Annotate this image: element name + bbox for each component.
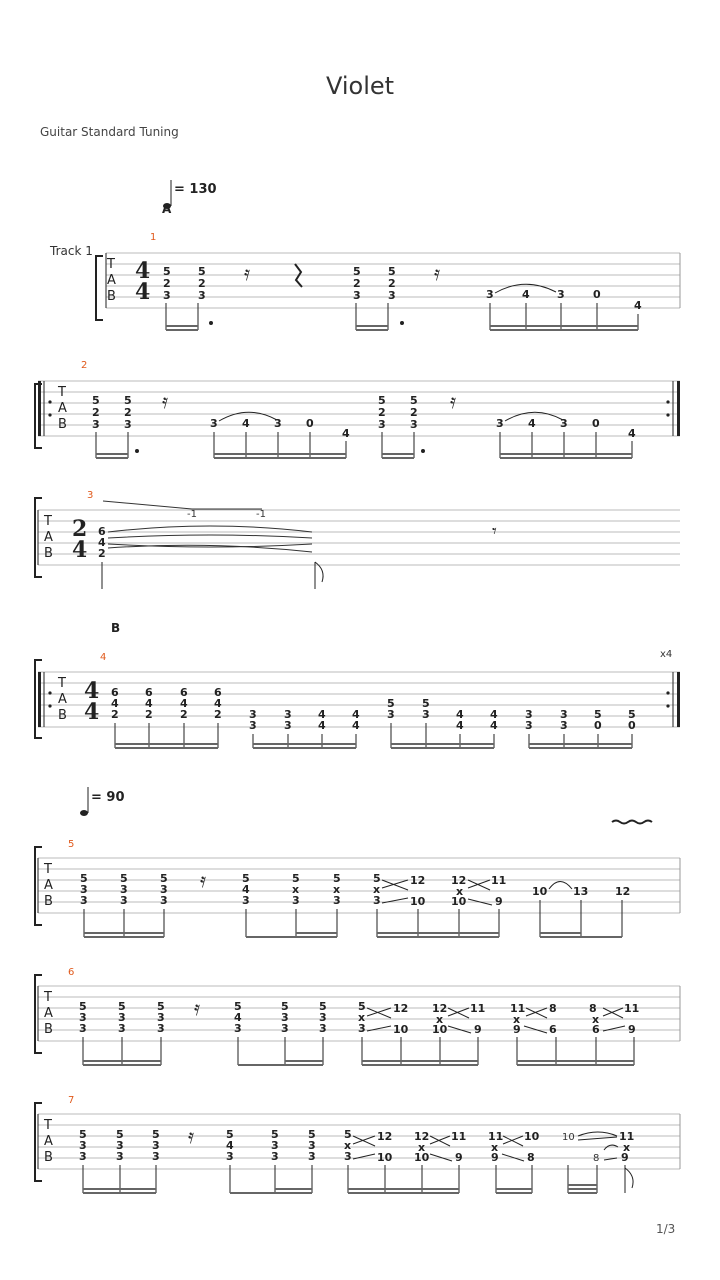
time-sig-bottom: 4 [84, 699, 100, 725]
measure-number-1: 1 [150, 232, 157, 243]
svg-text:2: 2 [388, 277, 396, 290]
tab-letter-a: A [58, 692, 67, 707]
svg-text:10: 10 [414, 1151, 430, 1164]
svg-text:5: 5 [319, 1000, 327, 1013]
svg-text:4: 4 [226, 1139, 234, 1152]
slide-lines [367, 1008, 471, 1033]
svg-text:10: 10 [377, 1151, 393, 1164]
svg-text:4: 4 [318, 719, 326, 732]
svg-text:4: 4 [456, 719, 464, 732]
svg-text:6: 6 [145, 686, 153, 699]
svg-text:3: 3 [79, 1022, 87, 1035]
slide-lines [382, 880, 492, 905]
svg-text:4: 4 [145, 697, 153, 710]
chord-3-1 [98, 525, 106, 560]
svg-text:4: 4 [342, 427, 350, 440]
svg-text:5: 5 [226, 1128, 234, 1141]
svg-text:x: x [436, 1013, 444, 1026]
repeat-start [38, 381, 41, 436]
svg-text:3: 3 [80, 883, 88, 896]
svg-text:6: 6 [592, 1023, 600, 1036]
svg-text:3: 3 [198, 289, 206, 302]
svg-text:10: 10 [451, 895, 467, 908]
whammy-value: -1 [256, 509, 266, 520]
svg-text:3: 3 [79, 1150, 87, 1163]
svg-text:3: 3 [284, 708, 292, 721]
svg-text:3: 3 [319, 1011, 327, 1024]
svg-text:3: 3 [333, 894, 341, 907]
track-label: Track 1 [50, 244, 93, 258]
svg-text:10: 10 [524, 1130, 540, 1143]
tempo-text: = 130 [174, 182, 217, 197]
tab-letter-b: B [44, 546, 53, 561]
tab-letter-a: A [44, 1006, 53, 1021]
system-6 [35, 967, 680, 1066]
svg-text:4: 4 [180, 697, 188, 710]
svg-text:12: 12 [410, 874, 426, 887]
svg-text:3: 3 [319, 1022, 327, 1035]
svg-text:5: 5 [163, 265, 171, 278]
svg-text:x: x [333, 883, 341, 896]
svg-text:4: 4 [318, 708, 326, 721]
tab-letter-t: T [58, 385, 66, 400]
svg-text:0: 0 [594, 719, 602, 732]
svg-text:9: 9 [491, 1151, 499, 1164]
svg-text:3: 3 [226, 1150, 234, 1163]
svg-text:5: 5 [344, 1128, 352, 1141]
chord-1-3 [353, 265, 361, 302]
svg-text:3: 3 [281, 1011, 289, 1024]
repeat-count: x4 [660, 649, 673, 660]
tuning-label: Guitar Standard Tuning [40, 125, 179, 139]
time-sig-top: 4 [84, 678, 100, 704]
svg-text:2: 2 [98, 547, 106, 560]
svg-text:9: 9 [495, 895, 503, 908]
svg-text:5: 5 [157, 1000, 165, 1013]
svg-text:9: 9 [474, 1023, 482, 1036]
svg-text:11: 11 [510, 1002, 526, 1015]
svg-text:10: 10 [410, 895, 426, 908]
svg-text:5: 5 [353, 265, 361, 278]
tab-letter-b: B [58, 708, 67, 723]
svg-text:3: 3 [388, 289, 396, 302]
svg-text:5: 5 [422, 697, 430, 710]
notes-5-f [532, 882, 630, 899]
page-number: 1/3 [656, 1222, 676, 1236]
beams [166, 303, 638, 331]
svg-text:5: 5 [234, 1000, 242, 1013]
svg-text:4: 4 [234, 1011, 242, 1024]
svg-text:6: 6 [111, 686, 119, 699]
svg-text:5: 5 [80, 872, 88, 885]
svg-text:13: 13 [573, 885, 589, 898]
svg-text:x: x [373, 883, 381, 896]
time-sig-top: 2 [72, 516, 88, 542]
slide-lines [524, 1008, 625, 1033]
svg-text:2: 2 [92, 406, 100, 419]
svg-text:x: x [292, 883, 300, 896]
svg-text:3: 3 [486, 288, 494, 301]
tab-letter-b: B [44, 1150, 53, 1165]
rest-16th: 𝄿 [188, 1124, 195, 1148]
tab-letter-a: A [44, 1134, 53, 1149]
svg-text:4: 4 [522, 288, 530, 301]
system-4 [35, 621, 680, 749]
svg-text:3: 3 [124, 418, 132, 431]
svg-text:12: 12 [393, 1002, 409, 1015]
svg-text:4: 4 [634, 299, 642, 312]
measure-number-7: 7 [68, 1095, 75, 1106]
svg-text:5: 5 [160, 872, 168, 885]
svg-text:3: 3 [308, 1139, 316, 1152]
svg-text:9: 9 [628, 1023, 636, 1036]
tab-letter-t: T [107, 257, 115, 272]
svg-text:0: 0 [628, 719, 636, 732]
svg-text:2: 2 [145, 708, 153, 721]
svg-text:x: x [358, 1011, 366, 1024]
svg-text:3: 3 [160, 883, 168, 896]
svg-text:x: x [513, 1013, 521, 1026]
svg-text:3: 3 [387, 708, 395, 721]
svg-text:4: 4 [242, 417, 250, 430]
svg-text:3: 3 [284, 719, 292, 732]
svg-text:5: 5 [242, 872, 250, 885]
tab-letter-a: A [58, 401, 67, 416]
time-sig-top: 4 [135, 258, 151, 284]
svg-text:3: 3 [292, 894, 300, 907]
slide-lines [502, 1136, 524, 1161]
svg-text:2: 2 [214, 708, 222, 721]
time-sig-bottom: 4 [72, 537, 88, 563]
whammy-value: -1 [187, 509, 197, 520]
rest-16th: 𝄿 [200, 868, 207, 892]
svg-text:3: 3 [378, 418, 386, 431]
tab-letter-t: T [44, 990, 52, 1005]
svg-text:3: 3 [249, 719, 257, 732]
svg-text:3: 3 [116, 1150, 124, 1163]
svg-text:3: 3 [525, 719, 533, 732]
svg-text:5: 5 [358, 1000, 366, 1013]
svg-text:x: x [344, 1139, 352, 1152]
svg-text:x: x [592, 1013, 600, 1026]
slur [549, 882, 572, 890]
svg-text:4: 4 [528, 417, 536, 430]
staff-lines [38, 510, 680, 565]
svg-text:3: 3 [160, 894, 168, 907]
section-b: B [111, 621, 121, 635]
svg-text:3: 3 [560, 417, 568, 430]
tab-letter-b: B [58, 417, 67, 432]
svg-text:8: 8 [589, 1002, 597, 1015]
svg-text:3: 3 [242, 894, 250, 907]
svg-text:11: 11 [451, 1130, 467, 1143]
svg-text:3: 3 [79, 1139, 87, 1152]
svg-text:5: 5 [124, 394, 132, 407]
svg-text:3: 3 [152, 1150, 160, 1163]
chord-1-4 [388, 265, 396, 302]
svg-text:12: 12 [377, 1130, 393, 1143]
svg-text:3: 3 [120, 883, 128, 896]
tab-letter-b: B [44, 894, 53, 909]
svg-text:4: 4 [490, 708, 498, 721]
svg-text:5: 5 [292, 872, 300, 885]
svg-text:2: 2 [410, 406, 418, 419]
svg-text:3: 3 [163, 289, 171, 302]
tab-letter-t: T [58, 676, 66, 691]
svg-text:3: 3 [120, 894, 128, 907]
chord-1-2 [198, 265, 206, 302]
svg-text:3: 3 [116, 1139, 124, 1152]
svg-text:9: 9 [621, 1151, 629, 1164]
svg-text:10: 10 [393, 1023, 409, 1036]
svg-text:8: 8 [549, 1002, 557, 1015]
slides-6-e [358, 1000, 485, 1036]
svg-text:3: 3 [118, 1011, 126, 1024]
section-a: A [162, 202, 172, 216]
chord-1-1 [163, 265, 171, 302]
svg-text:0: 0 [306, 417, 314, 430]
svg-text:3: 3 [344, 1150, 352, 1163]
system-bracket [96, 256, 103, 320]
svg-text:4: 4 [456, 708, 464, 721]
svg-text:6: 6 [98, 525, 106, 538]
svg-text:12: 12 [615, 885, 631, 898]
chord-2-4 [410, 394, 418, 431]
tempo-marking-2 [80, 787, 125, 816]
svg-text:3: 3 [410, 418, 418, 431]
svg-text:2: 2 [353, 277, 361, 290]
system-7 [35, 1095, 680, 1194]
svg-text:5: 5 [79, 1000, 87, 1013]
system-1 [49, 180, 680, 331]
svg-text:5: 5 [118, 1000, 126, 1013]
chords-4-group-2 [249, 708, 360, 732]
repeat-end [677, 381, 680, 436]
measure-number-6: 6 [68, 967, 75, 978]
svg-text:3: 3 [271, 1139, 279, 1152]
chord-2-3 [378, 394, 386, 431]
svg-text:5: 5 [116, 1128, 124, 1141]
svg-text:11: 11 [619, 1130, 635, 1143]
chord-2-2 [124, 394, 132, 431]
rest-16th: 𝄿 [244, 261, 251, 285]
svg-text:5: 5 [387, 697, 395, 710]
svg-text:3: 3 [525, 708, 533, 721]
whammy-bar-line [103, 501, 262, 509]
svg-text:3: 3 [152, 1139, 160, 1152]
svg-text:3: 3 [80, 894, 88, 907]
repeat-start [38, 672, 41, 727]
measure-number-5: 5 [68, 839, 75, 850]
svg-text:11: 11 [491, 874, 507, 887]
tab-letter-a: A [44, 530, 53, 545]
measure-number-3: 3 [87, 490, 94, 501]
svg-text:3: 3 [373, 894, 381, 907]
svg-text:5: 5 [120, 872, 128, 885]
rest-16th: 𝄿 [194, 996, 201, 1020]
svg-text:4: 4 [352, 708, 360, 721]
rest-16th: 𝄿 [450, 389, 457, 413]
svg-text:x: x [623, 1141, 631, 1154]
svg-text:11: 11 [470, 1002, 486, 1015]
slides-5-e [373, 872, 506, 908]
tab-letter-t: T [44, 862, 52, 877]
svg-text:3: 3 [281, 1022, 289, 1035]
svg-text:3: 3 [271, 1150, 279, 1163]
measure-number-4: 4 [100, 652, 107, 663]
repeat-end [677, 672, 680, 727]
time-sig-bottom: 4 [135, 279, 151, 305]
svg-text:5: 5 [628, 708, 636, 721]
svg-text:4: 4 [628, 427, 636, 440]
svg-text:8: 8 [527, 1151, 535, 1164]
chords-4-group-4 [525, 708, 636, 732]
system-2 [35, 360, 680, 459]
svg-text:x: x [491, 1141, 499, 1154]
svg-text:10: 10 [532, 885, 548, 898]
svg-text:5: 5 [333, 872, 341, 885]
tab-letter-t: T [44, 514, 52, 529]
svg-text:12: 12 [414, 1130, 430, 1143]
svg-text:2: 2 [163, 277, 171, 290]
svg-text:9: 9 [513, 1023, 521, 1036]
svg-text:6: 6 [549, 1023, 557, 1036]
svg-text:12: 12 [432, 1002, 448, 1015]
slide-lines [353, 1136, 452, 1161]
svg-text:12: 12 [451, 874, 467, 887]
svg-text:5: 5 [271, 1128, 279, 1141]
slides-7-e [344, 1128, 466, 1164]
svg-text:5: 5 [92, 394, 100, 407]
staff-lines [38, 381, 680, 436]
svg-text:3: 3 [308, 1150, 316, 1163]
svg-text:3: 3 [234, 1022, 242, 1035]
svg-text:4: 4 [242, 883, 250, 896]
svg-text:5: 5 [79, 1128, 87, 1141]
svg-text:3: 3 [557, 288, 565, 301]
rest-16th: 𝄿 [434, 261, 441, 285]
svg-text:3: 3 [560, 719, 568, 732]
svg-text:4: 4 [490, 719, 498, 732]
svg-text:5: 5 [198, 265, 206, 278]
svg-text:5: 5 [388, 265, 396, 278]
measure-number-2: 2 [81, 360, 88, 371]
chord-2-1 [92, 394, 100, 431]
rest-16th: 𝄿 [162, 389, 169, 413]
svg-text:3: 3 [560, 708, 568, 721]
system-5 [35, 787, 680, 938]
ties [108, 526, 312, 552]
svg-text:3: 3 [353, 289, 361, 302]
vibrato [612, 821, 652, 824]
svg-text:9: 9 [455, 1151, 463, 1164]
svg-text:3: 3 [157, 1011, 165, 1024]
svg-text:3: 3 [210, 417, 218, 430]
svg-text:3: 3 [422, 708, 430, 721]
svg-text:5: 5 [594, 708, 602, 721]
svg-text:5: 5 [152, 1128, 160, 1141]
svg-text:11: 11 [624, 1002, 640, 1015]
system-3 [35, 490, 680, 589]
svg-text:4: 4 [352, 719, 360, 732]
svg-text:0: 0 [593, 288, 601, 301]
score-title: Violet [325, 72, 395, 100]
svg-text:3: 3 [249, 708, 257, 721]
tab-letter-t: T [44, 1118, 52, 1133]
svg-text:4: 4 [98, 536, 106, 549]
svg-text:10: 10 [562, 1132, 575, 1143]
tab-letter-a: A [44, 878, 53, 893]
svg-text:3: 3 [358, 1022, 366, 1035]
svg-text:5: 5 [378, 394, 386, 407]
svg-text:6: 6 [180, 686, 188, 699]
svg-text:2: 2 [111, 708, 119, 721]
svg-text:2: 2 [124, 406, 132, 419]
svg-text:3: 3 [157, 1022, 165, 1035]
tab-letter-a: A [107, 273, 116, 288]
svg-text:3: 3 [274, 417, 282, 430]
svg-text:2: 2 [378, 406, 386, 419]
svg-text:3: 3 [496, 417, 504, 430]
svg-text:10: 10 [432, 1023, 448, 1036]
svg-text:x: x [418, 1141, 426, 1154]
tab-letter-b: B [44, 1022, 53, 1037]
svg-text:3: 3 [118, 1022, 126, 1035]
tempo-text: = 90 [91, 790, 125, 805]
svg-text:5: 5 [308, 1128, 316, 1141]
svg-text:2: 2 [180, 708, 188, 721]
svg-text:4: 4 [214, 697, 222, 710]
svg-text:3: 3 [92, 418, 100, 431]
svg-text:6: 6 [214, 686, 222, 699]
svg-text:5: 5 [373, 872, 381, 885]
svg-text:8: 8 [593, 1153, 600, 1164]
svg-text:5: 5 [281, 1000, 289, 1013]
svg-text:5: 5 [410, 394, 418, 407]
tab-letter-b: B [107, 289, 116, 304]
rest-8th: 𝄾 [492, 521, 497, 542]
svg-text:x: x [456, 885, 464, 898]
svg-text:2: 2 [198, 277, 206, 290]
svg-text:3: 3 [79, 1011, 87, 1024]
svg-text:0: 0 [592, 417, 600, 430]
svg-text:11: 11 [488, 1130, 504, 1143]
svg-text:4: 4 [111, 697, 119, 710]
